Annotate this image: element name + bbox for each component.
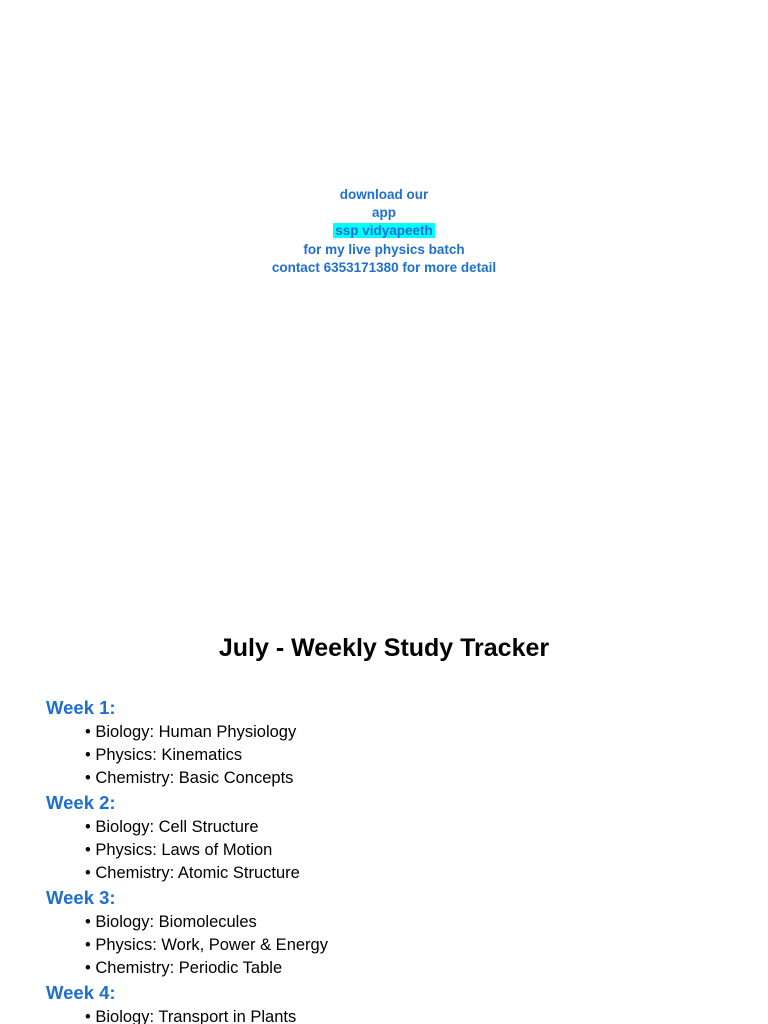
week-heading: Week 2: <box>46 792 116 813</box>
promo-line-app: app <box>371 205 396 221</box>
promo-line-download: download our <box>339 187 429 202</box>
promo-line-contact: contact 6353171380 for more detail <box>271 259 497 275</box>
topic-item: • Biology: Transport in Plants <box>85 1008 297 1024</box>
topic-item: • Biology: Human Physiology <box>85 723 297 741</box>
promo-block <box>0 186 768 277</box>
week-heading: Week 1: <box>46 697 116 718</box>
week-heading: Week 3: <box>46 887 116 908</box>
week-heading: Week 4: <box>46 982 116 1003</box>
week-section <box>46 980 746 1024</box>
topic-item: • Chemistry: Periodic Table <box>85 959 283 977</box>
topic-item: • Biology: Cell Structure <box>85 818 259 836</box>
topic-item: • Chemistry: Atomic Structure <box>85 864 300 882</box>
promo-line-app-name <box>0 222 768 240</box>
week-section <box>46 695 746 790</box>
page-title: July - Weekly Study Tracker <box>218 634 550 662</box>
topic-item: • Physics: Laws of Motion <box>85 841 273 859</box>
week-section <box>46 790 746 885</box>
topic-item: • Physics: Work, Power & Energy <box>85 936 328 954</box>
weekly-schedule <box>46 695 746 1024</box>
promo-line-batch: for my live physics batch <box>303 241 465 257</box>
week-section <box>46 885 746 980</box>
topic-item: • Physics: Kinematics <box>85 746 243 764</box>
app-name-highlight: ssp vidyapeeth <box>335 223 433 239</box>
topic-item: • Chemistry: Basic Concepts <box>85 769 294 787</box>
topic-item: • Biology: Biomolecules <box>85 913 257 931</box>
